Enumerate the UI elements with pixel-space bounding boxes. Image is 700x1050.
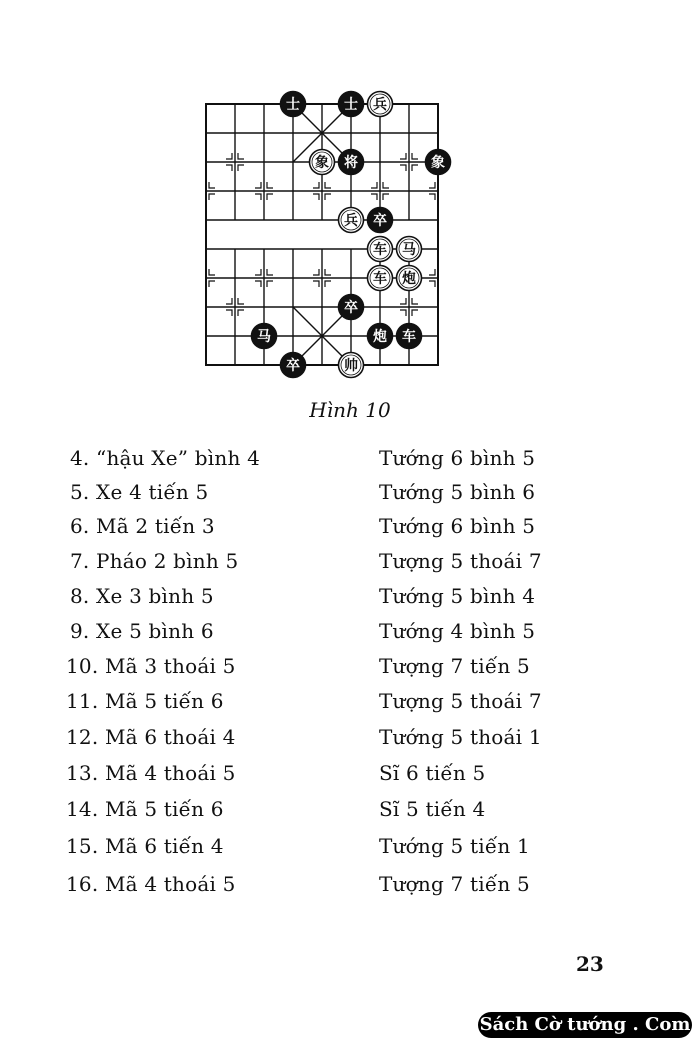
red-move: 11. Mã 5 tiến 6: [66, 689, 224, 713]
piece-glyph: 士: [286, 97, 300, 113]
piece-glyph: 马: [257, 329, 271, 345]
piece-glyph: 士: [344, 97, 358, 113]
black-move: Tướng 5 bình 6: [379, 480, 536, 504]
piece-glyph: 车: [402, 329, 416, 345]
piece-glyph: 车: [373, 242, 387, 258]
black-move: Tượng 5 thoái 7: [379, 689, 542, 713]
red-move: 6. Mã 2 tiến 3: [70, 514, 215, 538]
piece-glyph: 卒: [286, 358, 300, 374]
red-move: 12. Mã 6 thoái 4: [66, 725, 236, 749]
piece-glyph: 炮: [402, 271, 416, 287]
red-move: 5. Xe 4 tiến 5: [70, 480, 209, 504]
red-move: 16. Mã 4 thoái 5: [66, 872, 236, 896]
black-move: Sĩ 6 tiến 5: [379, 761, 486, 785]
piece-glyph: 象: [431, 155, 445, 171]
piece-glyph: 卒: [344, 300, 358, 316]
piece-glyph: 象: [315, 155, 329, 171]
black-move: Tướng 4 bình 5: [379, 619, 536, 643]
piece-glyph: 马: [402, 242, 416, 258]
black-move: Tướng 5 tiến 1: [379, 834, 530, 858]
piece-glyph: 兵: [373, 97, 387, 113]
red-move: 8. Xe 3 bình 5: [70, 584, 214, 608]
piece-glyph: 将: [344, 155, 358, 171]
black-move: Tướng 5 bình 4: [379, 584, 536, 608]
black-move: Tượng 5 thoái 7: [379, 549, 542, 573]
black-move: Sĩ 5 tiến 4: [379, 797, 486, 821]
black-move: Tượng 7 tiến 5: [379, 872, 530, 896]
piece-glyph: 车: [373, 271, 387, 287]
piece-glyph: 帅: [344, 358, 358, 374]
piece-glyph: 卒: [373, 213, 387, 229]
red-move: 4. “hậu Xe” bình 4: [70, 446, 261, 470]
red-move: 13. Mã 4 thoái 5: [66, 761, 236, 785]
red-move: 15. Mã 6 tiến 4: [66, 834, 224, 858]
black-move: Tướng 6 bình 5: [379, 446, 536, 470]
black-move: Tướng 5 thoái 1: [379, 725, 542, 749]
black-move: Tướng 6 bình 5: [379, 514, 536, 538]
watermark-text: Sách Cờ tướng . Com: [479, 1014, 691, 1035]
page-number: 23: [576, 952, 604, 976]
black-move: Tượng 7 tiến 5: [379, 654, 530, 678]
red-move: 10. Mã 3 thoái 5: [66, 654, 236, 678]
red-move: 9. Xe 5 bình 6: [70, 619, 214, 643]
watermark-logo: [470, 1000, 696, 1046]
figure-caption: Hình 10: [309, 398, 391, 422]
piece-glyph: 炮: [373, 329, 387, 345]
piece-glyph: 兵: [344, 213, 358, 229]
red-move: 7. Pháo 2 bình 5: [70, 549, 239, 573]
red-move: 14. Mã 5 tiến 6: [66, 797, 224, 821]
